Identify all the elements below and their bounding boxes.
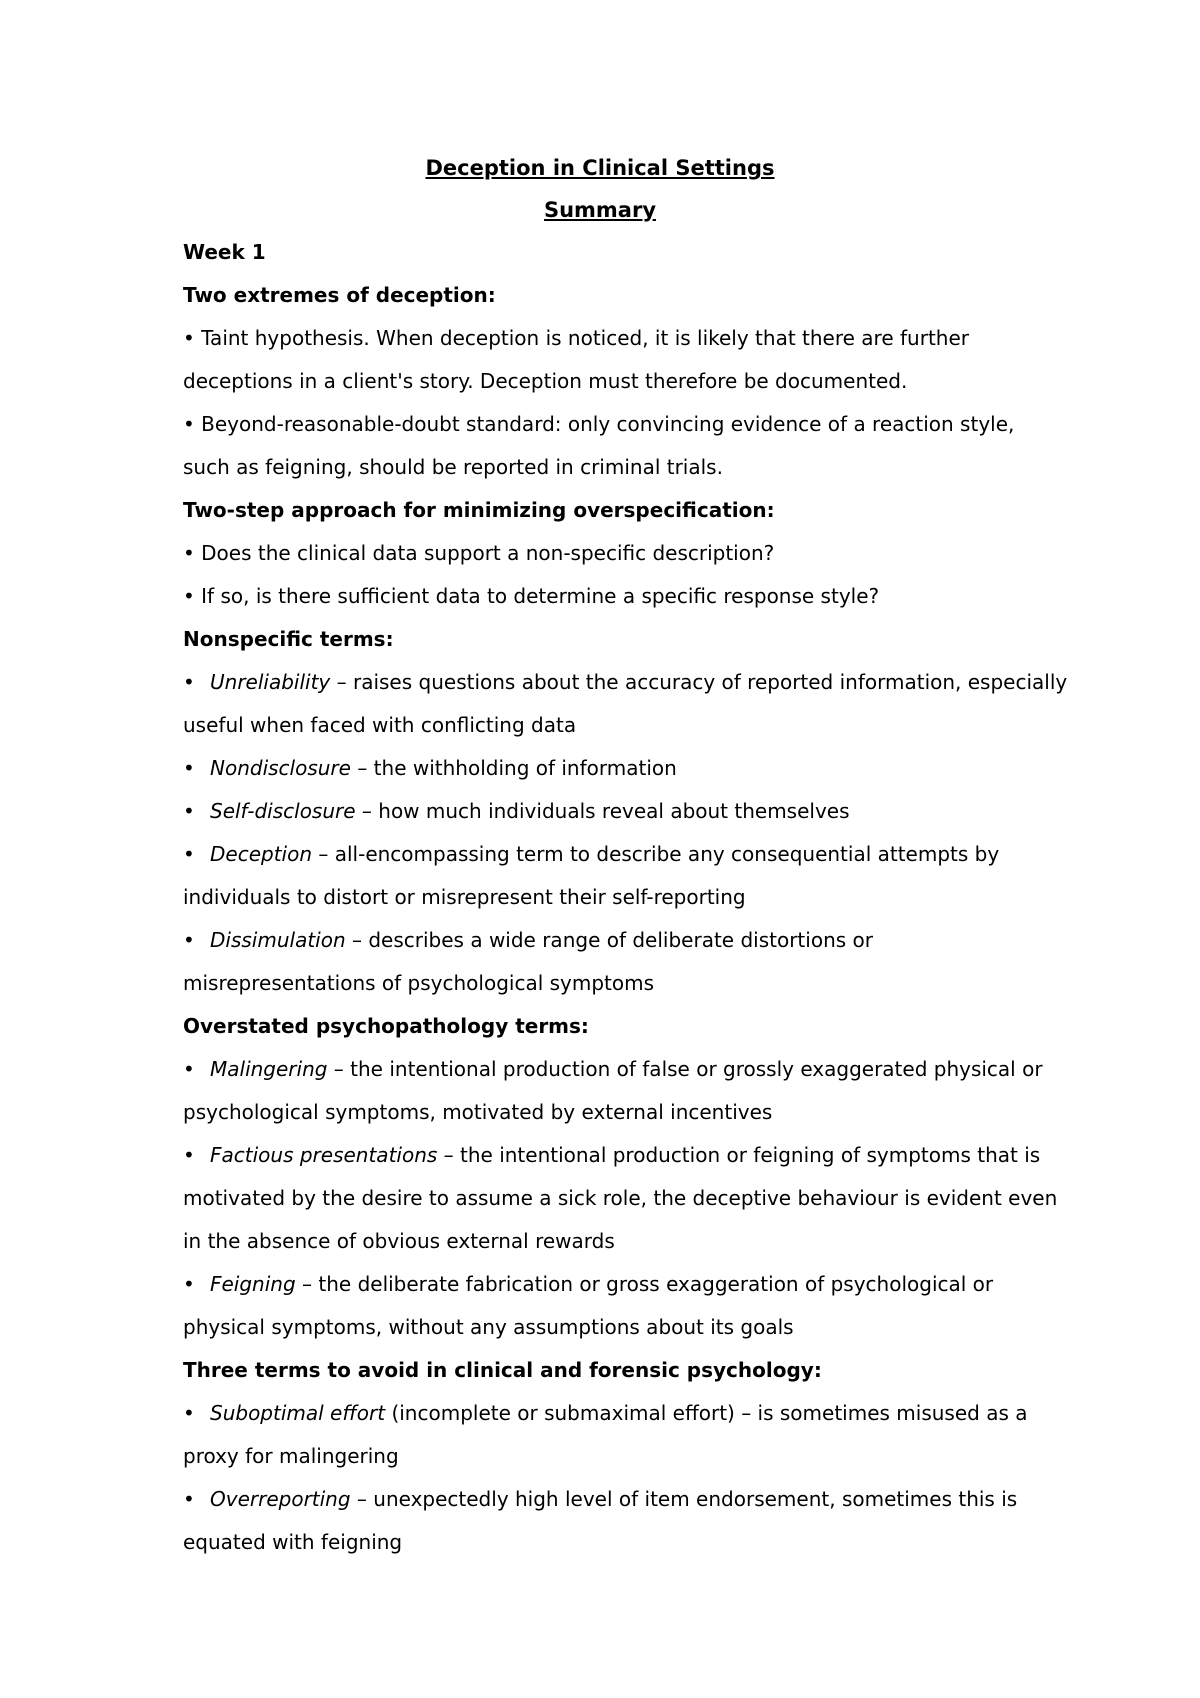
definition: – all-encompassing term to describe any consequential attempts by	[312, 842, 1000, 866]
document-subtitle: Summary	[543, 198, 657, 222]
bullet-icon: •	[183, 1143, 195, 1167]
paragraph-line: • If so, is there sufficient data to determine a specific response style?	[183, 584, 880, 608]
section-heading: Three terms to avoid in clinical and forensic psychology:	[183, 1358, 822, 1382]
list-item	[183, 1054, 1063, 1084]
definition: – unexpectedly high level of item endorsement, sometimes this is	[350, 1487, 1018, 1511]
definition: – the withholding of information	[350, 756, 677, 780]
paragraph-line: individuals to distort or misrepresent their self-reporting	[183, 885, 746, 909]
term: Factious presentations	[210, 1143, 438, 1167]
definition: – raises questions about the accuracy of reported information, especially	[330, 670, 1068, 694]
list-item	[183, 796, 1063, 826]
bullet-icon: •	[183, 1401, 195, 1425]
bullet-icon: •	[183, 799, 195, 823]
term: Malingering	[210, 1057, 328, 1081]
list-item	[183, 839, 1063, 869]
section-heading: Overstated psychopathology terms:	[183, 1014, 589, 1038]
bullet-icon: •	[183, 1272, 195, 1296]
term: Unreliability	[210, 670, 331, 694]
list-item	[183, 753, 1063, 783]
paragraph-line: motivated by the desire to assume a sick role, the deceptive behaviour is evident even	[183, 1186, 1058, 1210]
bullet-icon: •	[183, 928, 195, 952]
definition: – the intentional production or feigning of symptoms that is	[437, 1143, 1041, 1167]
paragraph-line: • Does the clinical data support a non-specific description?	[183, 541, 775, 565]
bullet-icon: •	[183, 756, 195, 780]
paragraph-line: misrepresentations of psychological symptoms	[183, 971, 655, 995]
definition: – describes a wide range of deliberate distortions or	[345, 928, 873, 952]
list-item	[183, 667, 1068, 697]
paragraph-line: such as feigning, should be reported in criminal trials.	[183, 455, 723, 479]
section-heading: Nonspecific terms:	[183, 627, 394, 651]
list-item	[183, 1398, 1063, 1428]
definition: – the intentional production of false or grossly exaggerated physical or	[327, 1057, 1043, 1081]
definition: (incomplete or submaximal effort) – is sometimes misused as a	[385, 1401, 1028, 1425]
week-label: Week 1	[183, 240, 266, 264]
bullet-icon: •	[183, 1057, 195, 1081]
paragraph-line: • Beyond-reasonable-doubt standard: only convincing evidence of a reaction style,	[183, 412, 1015, 436]
list-item	[183, 1140, 1063, 1170]
term: Deception	[210, 842, 313, 866]
paragraph-line: in the absence of obvious external rewards	[183, 1229, 615, 1253]
section-heading: Two extremes of deception:	[183, 283, 496, 307]
paragraph-line: useful when faced with conflicting data	[183, 713, 577, 737]
term: Overreporting	[210, 1487, 351, 1511]
section-heading: Two-step approach for minimizing overspecification:	[183, 498, 775, 522]
term: Nondisclosure	[210, 756, 351, 780]
paragraph-line: physical symptoms, without any assumptions about its goals	[183, 1315, 794, 1339]
document-title: Deception in Clinical Settings	[425, 156, 775, 180]
paragraph-line: proxy for malingering	[183, 1444, 399, 1468]
term: Suboptimal effort	[210, 1401, 386, 1425]
paragraph-line: equated with feigning	[183, 1530, 403, 1554]
term: Self-disclosure	[210, 799, 356, 823]
paragraph-line: psychological symptoms, motivated by external incentives	[183, 1100, 773, 1124]
definition: – the deliberate fabrication or gross exaggeration of psychological or	[295, 1272, 994, 1296]
paragraph-line: • Taint hypothesis. When deception is noticed, it is likely that there are further	[183, 326, 969, 350]
list-item	[183, 1484, 1063, 1514]
bullet-icon: •	[183, 1487, 195, 1511]
paragraph-line: deceptions in a client's story. Deception must therefore be documented.	[183, 369, 908, 393]
bullet-icon: •	[183, 842, 195, 866]
list-item	[183, 925, 1063, 955]
term: Dissimulation	[210, 928, 346, 952]
definition: – how much individuals reveal about themselves	[355, 799, 850, 823]
bullet-icon: •	[183, 670, 195, 694]
term: Feigning	[210, 1272, 296, 1296]
list-item	[183, 1269, 1063, 1299]
